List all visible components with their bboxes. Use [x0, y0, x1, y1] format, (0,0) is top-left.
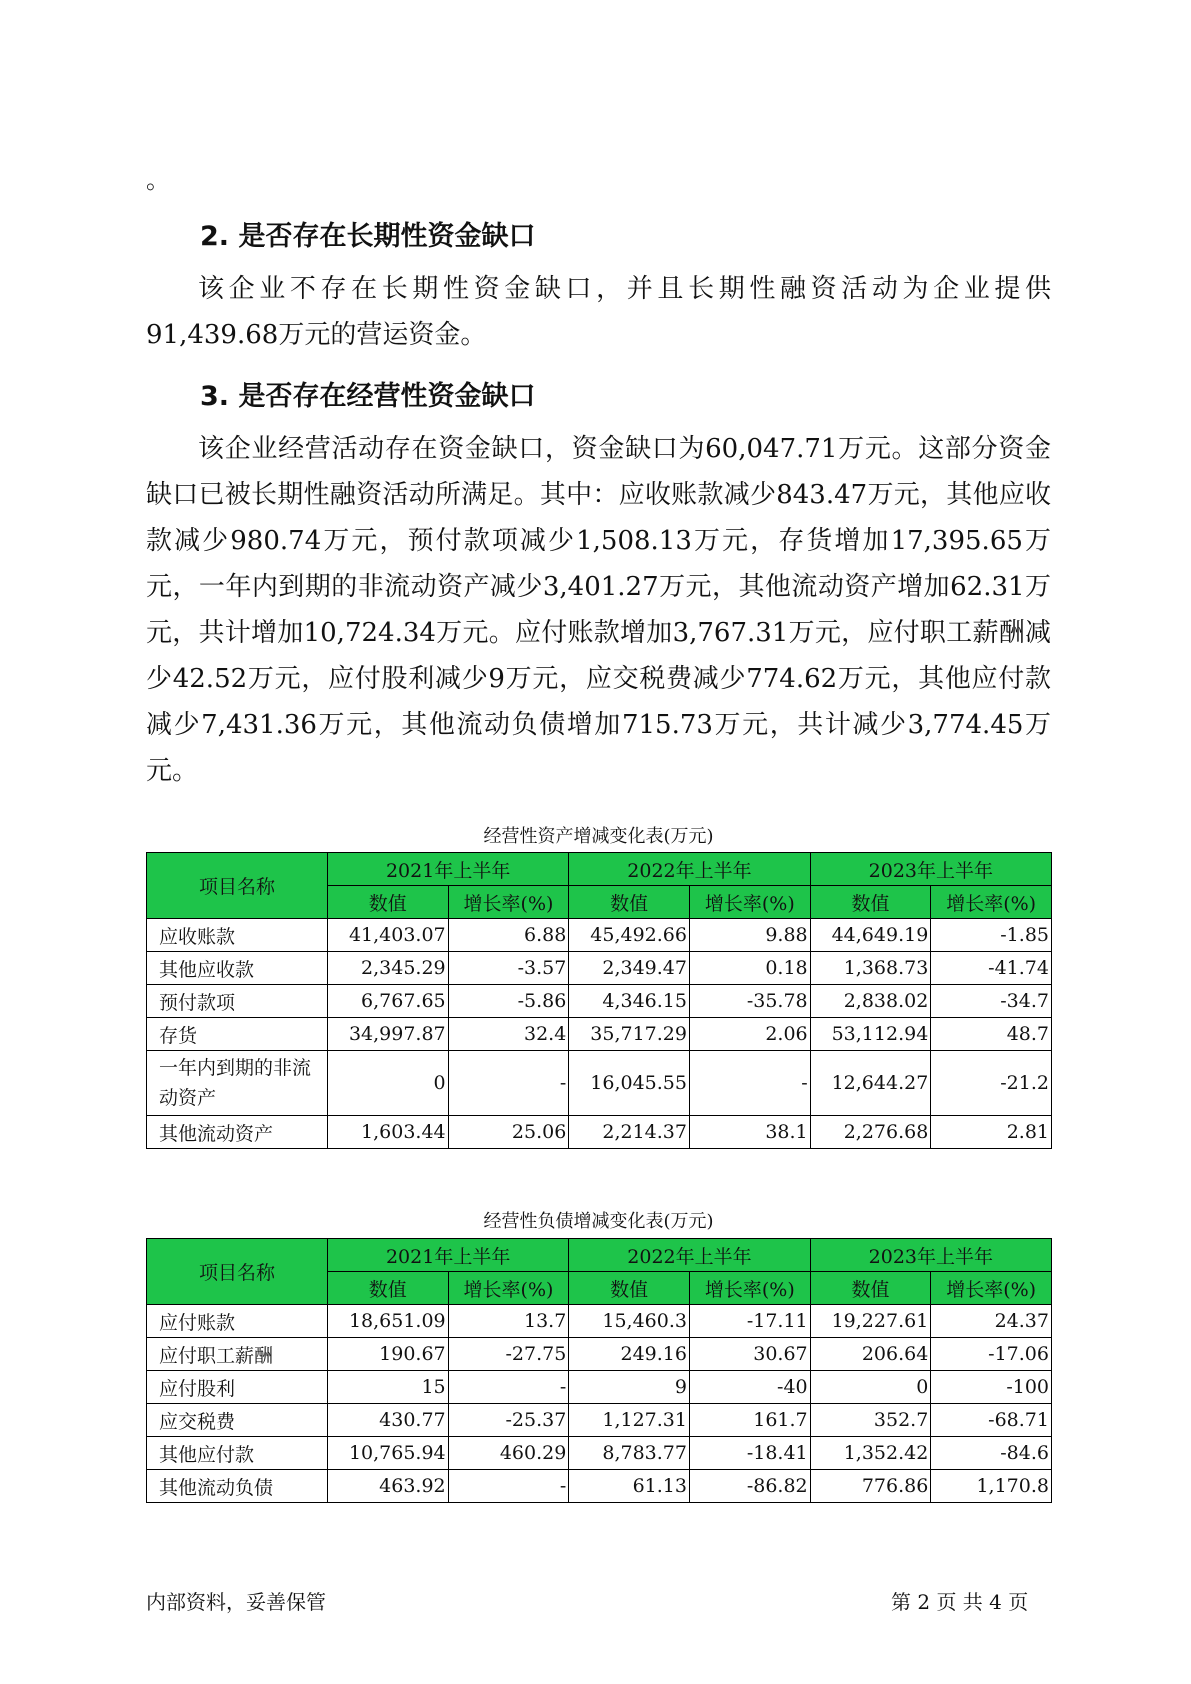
value-cell: 1,352.42 — [810, 1437, 931, 1470]
value-cell: 463.92 — [327, 1470, 448, 1503]
asset-table-caption: 经营性资产增减变化表(万元) — [483, 826, 714, 847]
growth-rate-cell: -5.86 — [448, 985, 569, 1018]
value-cell: 45,492.66 — [569, 919, 690, 952]
value-cell: 19,227.61 — [810, 1305, 931, 1338]
column-header-period: 2023年上半年 — [810, 853, 1051, 886]
row-label: 其他流动负债 — [147, 1470, 328, 1503]
growth-rate-cell: 38.1 — [689, 1116, 810, 1149]
value-cell: 12,644.27 — [810, 1051, 931, 1116]
table-row — [147, 1470, 1052, 1503]
growth-rate-cell: - — [448, 1371, 569, 1404]
growth-rate-cell: -40 — [689, 1371, 810, 1404]
growth-rate-cell: 32.4 — [448, 1018, 569, 1051]
table-row — [147, 1116, 1052, 1149]
column-header-period: 2022年上半年 — [569, 1239, 810, 1272]
row-label: 应付职工薪酬 — [147, 1338, 328, 1371]
growth-rate-cell: - — [448, 1051, 569, 1116]
growth-rate-cell: -21.2 — [931, 1051, 1052, 1116]
value-cell: 0 — [810, 1371, 931, 1404]
column-header-growth-rate: 增长率(%) — [931, 886, 1052, 919]
growth-rate-cell: 25.06 — [448, 1116, 569, 1149]
lead-punctuation: 。 — [146, 166, 170, 194]
growth-rate-cell: -17.06 — [931, 1338, 1052, 1371]
row-label: 存货 — [147, 1018, 328, 1051]
growth-rate-cell: - — [448, 1470, 569, 1503]
operating-assets-table — [146, 852, 1052, 1149]
column-header-item-name: 项目名称 — [147, 1239, 328, 1305]
value-cell: 61.13 — [569, 1470, 690, 1503]
value-cell: 2,838.02 — [810, 985, 931, 1018]
footer-page-number: 第 2 页 共 4 页 — [891, 1590, 1029, 1614]
column-header-value: 数值 — [569, 886, 690, 919]
growth-rate-cell: -35.78 — [689, 985, 810, 1018]
growth-rate-cell: 30.67 — [689, 1338, 810, 1371]
operating-liabilities-table — [146, 1238, 1052, 1503]
growth-rate-cell: - — [689, 1051, 810, 1116]
value-cell: 1,603.44 — [327, 1116, 448, 1149]
value-cell: 430.77 — [327, 1404, 448, 1437]
column-header-item-name: 项目名称 — [147, 853, 328, 919]
value-cell: 10,765.94 — [327, 1437, 448, 1470]
table-row — [147, 1371, 1052, 1404]
column-header-period: 2021年上半年 — [327, 853, 568, 886]
table-row — [147, 1018, 1052, 1051]
value-cell: 35,717.29 — [569, 1018, 690, 1051]
growth-rate-cell: -41.74 — [931, 952, 1052, 985]
column-header-growth-rate: 增长率(%) — [448, 1272, 569, 1305]
row-label: 应交税费 — [147, 1404, 328, 1437]
value-cell: 249.16 — [569, 1338, 690, 1371]
row-label: 其他流动资产 — [147, 1116, 328, 1149]
value-cell: 8,783.77 — [569, 1437, 690, 1470]
section-3-paragraph: 该企业经营活动存在资金缺口，资金缺口为60,047.71万元。这部分资金缺口已被长期性融资活动所满足。其中：应收账款减少843.47万元，其他应收款减少980.74万元，预付款项减少1,508.13万元，存货增加17,395.65万元，一年内到期的非流动资产减少3,401.27万元，其他流动资产增加62.31万元，共计增加10,724.34万元。应付账款增加3,767.31万元，应付职工薪酬减少42.52万元，应付股利减少9万元，应交税费减少774.62万元，其他应付款减少7,431.36万元，其他流动负债增加715.73万元，共计减少3,774.45万元。 — [146, 434, 1051, 786]
table-row — [147, 1338, 1052, 1371]
growth-rate-cell: 2.81 — [931, 1116, 1052, 1149]
table-row — [147, 985, 1052, 1018]
value-cell: 206.64 — [810, 1338, 931, 1371]
section-3-title: 3. 是否存在经营性资金缺口 — [200, 381, 536, 412]
growth-rate-cell: -84.6 — [931, 1437, 1052, 1470]
value-cell: 1,368.73 — [810, 952, 931, 985]
value-cell: 41,403.07 — [327, 919, 448, 952]
growth-rate-cell: -17.11 — [689, 1305, 810, 1338]
column-header-value: 数值 — [327, 1272, 448, 1305]
column-header-period: 2021年上半年 — [327, 1239, 568, 1272]
row-label: 一年内到期的非流动资产 — [147, 1051, 328, 1116]
row-label: 其他应收款 — [147, 952, 328, 985]
value-cell: 9 — [569, 1371, 690, 1404]
column-header-growth-rate: 增长率(%) — [931, 1272, 1052, 1305]
value-cell: 44,649.19 — [810, 919, 931, 952]
growth-rate-cell: -25.37 — [448, 1404, 569, 1437]
growth-rate-cell: -27.75 — [448, 1338, 569, 1371]
value-cell: 2,276.68 — [810, 1116, 931, 1149]
growth-rate-cell: 48.7 — [931, 1018, 1052, 1051]
value-cell: 2,349.47 — [569, 952, 690, 985]
growth-rate-cell: 24.37 — [931, 1305, 1052, 1338]
column-header-period: 2022年上半年 — [569, 853, 810, 886]
growth-rate-cell: 161.7 — [689, 1404, 810, 1437]
value-cell: 1,127.31 — [569, 1404, 690, 1437]
value-cell: 18,651.09 — [327, 1305, 448, 1338]
column-header-value: 数值 — [810, 886, 931, 919]
value-cell: 53,112.94 — [810, 1018, 931, 1051]
value-cell: 16,045.55 — [569, 1051, 690, 1116]
value-cell: 352.7 — [810, 1404, 931, 1437]
row-label: 应收账款 — [147, 919, 328, 952]
value-cell: 776.86 — [810, 1470, 931, 1503]
growth-rate-cell: -1.85 — [931, 919, 1052, 952]
value-cell: 2,214.37 — [569, 1116, 690, 1149]
growth-rate-cell: -18.41 — [689, 1437, 810, 1470]
table-row — [147, 1437, 1052, 1470]
value-cell: 4,346.15 — [569, 985, 690, 1018]
section-2-title: 2. 是否存在长期性资金缺口 — [200, 221, 536, 252]
growth-rate-cell: 0.18 — [689, 952, 810, 985]
value-cell: 34,997.87 — [327, 1018, 448, 1051]
value-cell: 15 — [327, 1371, 448, 1404]
value-cell: 190.67 — [327, 1338, 448, 1371]
value-cell: 15,460.3 — [569, 1305, 690, 1338]
value-cell: 6,767.65 — [327, 985, 448, 1018]
table-row — [147, 952, 1052, 985]
column-header-growth-rate: 增长率(%) — [689, 1272, 810, 1305]
section-2-paragraph: 该企业不存在长期性资金缺口，并且长期性融资活动为企业提供91,439.68万元的营运资金。 — [146, 274, 1051, 350]
growth-rate-cell: -3.57 — [448, 952, 569, 985]
column-header-growth-rate: 增长率(%) — [448, 886, 569, 919]
growth-rate-cell: 1,170.8 — [931, 1470, 1052, 1503]
growth-rate-cell: -86.82 — [689, 1470, 810, 1503]
footer-confidential-note: 内部资料，妥善保管 — [146, 1590, 326, 1614]
growth-rate-cell: 13.7 — [448, 1305, 569, 1338]
row-label: 其他应付款 — [147, 1437, 328, 1470]
column-header-value: 数值 — [327, 886, 448, 919]
growth-rate-cell: 6.88 — [448, 919, 569, 952]
table-row — [147, 1404, 1052, 1437]
growth-rate-cell: 2.06 — [689, 1018, 810, 1051]
column-header-growth-rate: 增长率(%) — [689, 886, 810, 919]
growth-rate-cell: 460.29 — [448, 1437, 569, 1470]
growth-rate-cell: -68.71 — [931, 1404, 1052, 1437]
value-cell: 0 — [327, 1051, 448, 1116]
table-row — [147, 919, 1052, 952]
row-label: 预付款项 — [147, 985, 328, 1018]
column-header-value: 数值 — [810, 1272, 931, 1305]
column-header-value: 数值 — [569, 1272, 690, 1305]
column-header-period: 2023年上半年 — [810, 1239, 1051, 1272]
table-row — [147, 1305, 1052, 1338]
value-cell: 2,345.29 — [327, 952, 448, 985]
table-row — [147, 1051, 1052, 1116]
growth-rate-cell: 9.88 — [689, 919, 810, 952]
liability-table-caption: 经营性负债增减变化表(万元) — [483, 1211, 714, 1232]
growth-rate-cell: -34.7 — [931, 985, 1052, 1018]
growth-rate-cell: -100 — [931, 1371, 1052, 1404]
row-label: 应付股利 — [147, 1371, 328, 1404]
row-label: 应付账款 — [147, 1305, 328, 1338]
